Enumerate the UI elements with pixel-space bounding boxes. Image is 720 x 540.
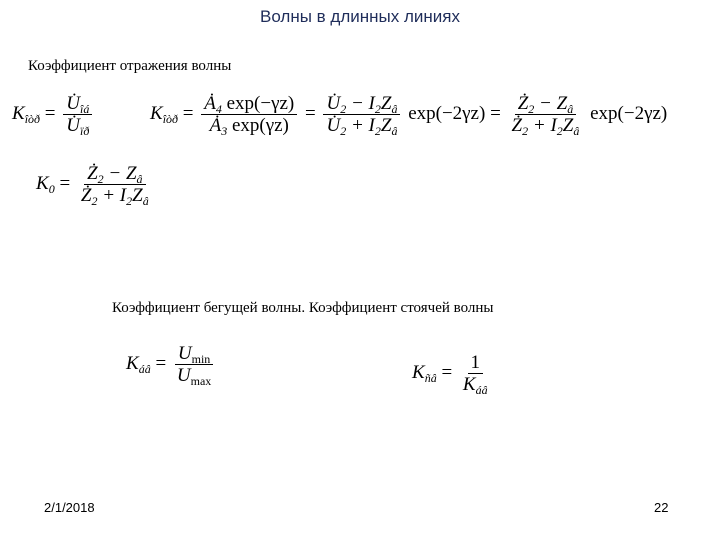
fraction-numerator: 1	[468, 352, 484, 374]
formula-running-wave-coefficient	[126, 343, 217, 386]
lhs-subscript: áâ	[138, 361, 151, 376]
fraction	[174, 343, 214, 386]
lhs-subscript: îòð	[24, 111, 41, 126]
fraction-voltages	[323, 93, 400, 136]
heading-running-standing-coefficient: Коэффициент бегущей волны. Коэффициент стоячей волны	[112, 300, 494, 316]
fraction-numerator: $U̇_{îá}$	[63, 93, 92, 115]
equals-sign: =	[490, 102, 501, 124]
fraction-numerator: $U̇_2 - I_2Z_â$	[323, 93, 400, 115]
lhs-subscript: 0	[48, 181, 55, 196]
equals-sign: =	[305, 102, 316, 124]
formula-reflection-expanded	[150, 93, 667, 136]
exponential-factor: exp(−2γz)	[408, 102, 486, 124]
fraction-denominator: $Ż_2 + I_2Z_â$	[511, 115, 580, 138]
slide-page-number: 22	[654, 500, 669, 515]
lhs-symbol: K	[126, 352, 139, 374]
formula-standing-wave-coefficient	[412, 352, 494, 395]
slide-date: 2/1/2018	[44, 500, 95, 515]
fraction-numerator: $Ż_2 - Z_â$	[84, 163, 145, 185]
fraction-amplitudes	[201, 93, 297, 136]
lhs-subscript: îòð	[162, 111, 179, 126]
slide-title: Волны в длинных линиях	[260, 7, 460, 26]
equals-sign: =	[182, 102, 194, 124]
fraction-denominator: $Ȧ_3$ exp(γz)	[209, 115, 289, 138]
fraction-numerator: $Ȧ_4$ exp(−γz)	[201, 93, 297, 115]
lhs-symbol: K	[412, 361, 425, 383]
formula-reflection-at-load	[36, 163, 155, 206]
fraction-denominator: $K_{áâ}$	[462, 374, 488, 397]
equals-sign: =	[155, 352, 167, 374]
fraction	[460, 352, 491, 395]
fraction-denominator: $U̇_2 + I_2Z_â$	[326, 115, 398, 138]
fraction	[63, 93, 92, 136]
heading-reflection-coefficient: Коэффициент отражения волны	[28, 58, 232, 74]
equals-sign: =	[59, 172, 71, 194]
fraction-numerator: $U_{min}$	[175, 343, 213, 365]
lhs-symbol: K	[150, 102, 163, 124]
fraction-impedances	[509, 93, 583, 136]
fraction-denominator: $U̇_{ïð}$	[66, 115, 90, 138]
lhs-subscript: ñâ	[424, 370, 437, 385]
formula-reflection-definition	[12, 93, 95, 136]
fraction	[78, 163, 152, 206]
fraction-denominator: $U_{max}$	[176, 365, 212, 388]
exponential-factor: exp(−2γz)	[590, 102, 668, 124]
lhs-symbol: K	[36, 172, 49, 194]
fraction-numerator: $Ż_2 - Z_â$	[515, 93, 576, 115]
equals-sign: =	[44, 102, 56, 124]
fraction-denominator: $Ż_2 + I_2Z_â$	[80, 185, 149, 208]
lhs-symbol: K	[12, 102, 25, 124]
equals-sign: =	[441, 361, 453, 383]
